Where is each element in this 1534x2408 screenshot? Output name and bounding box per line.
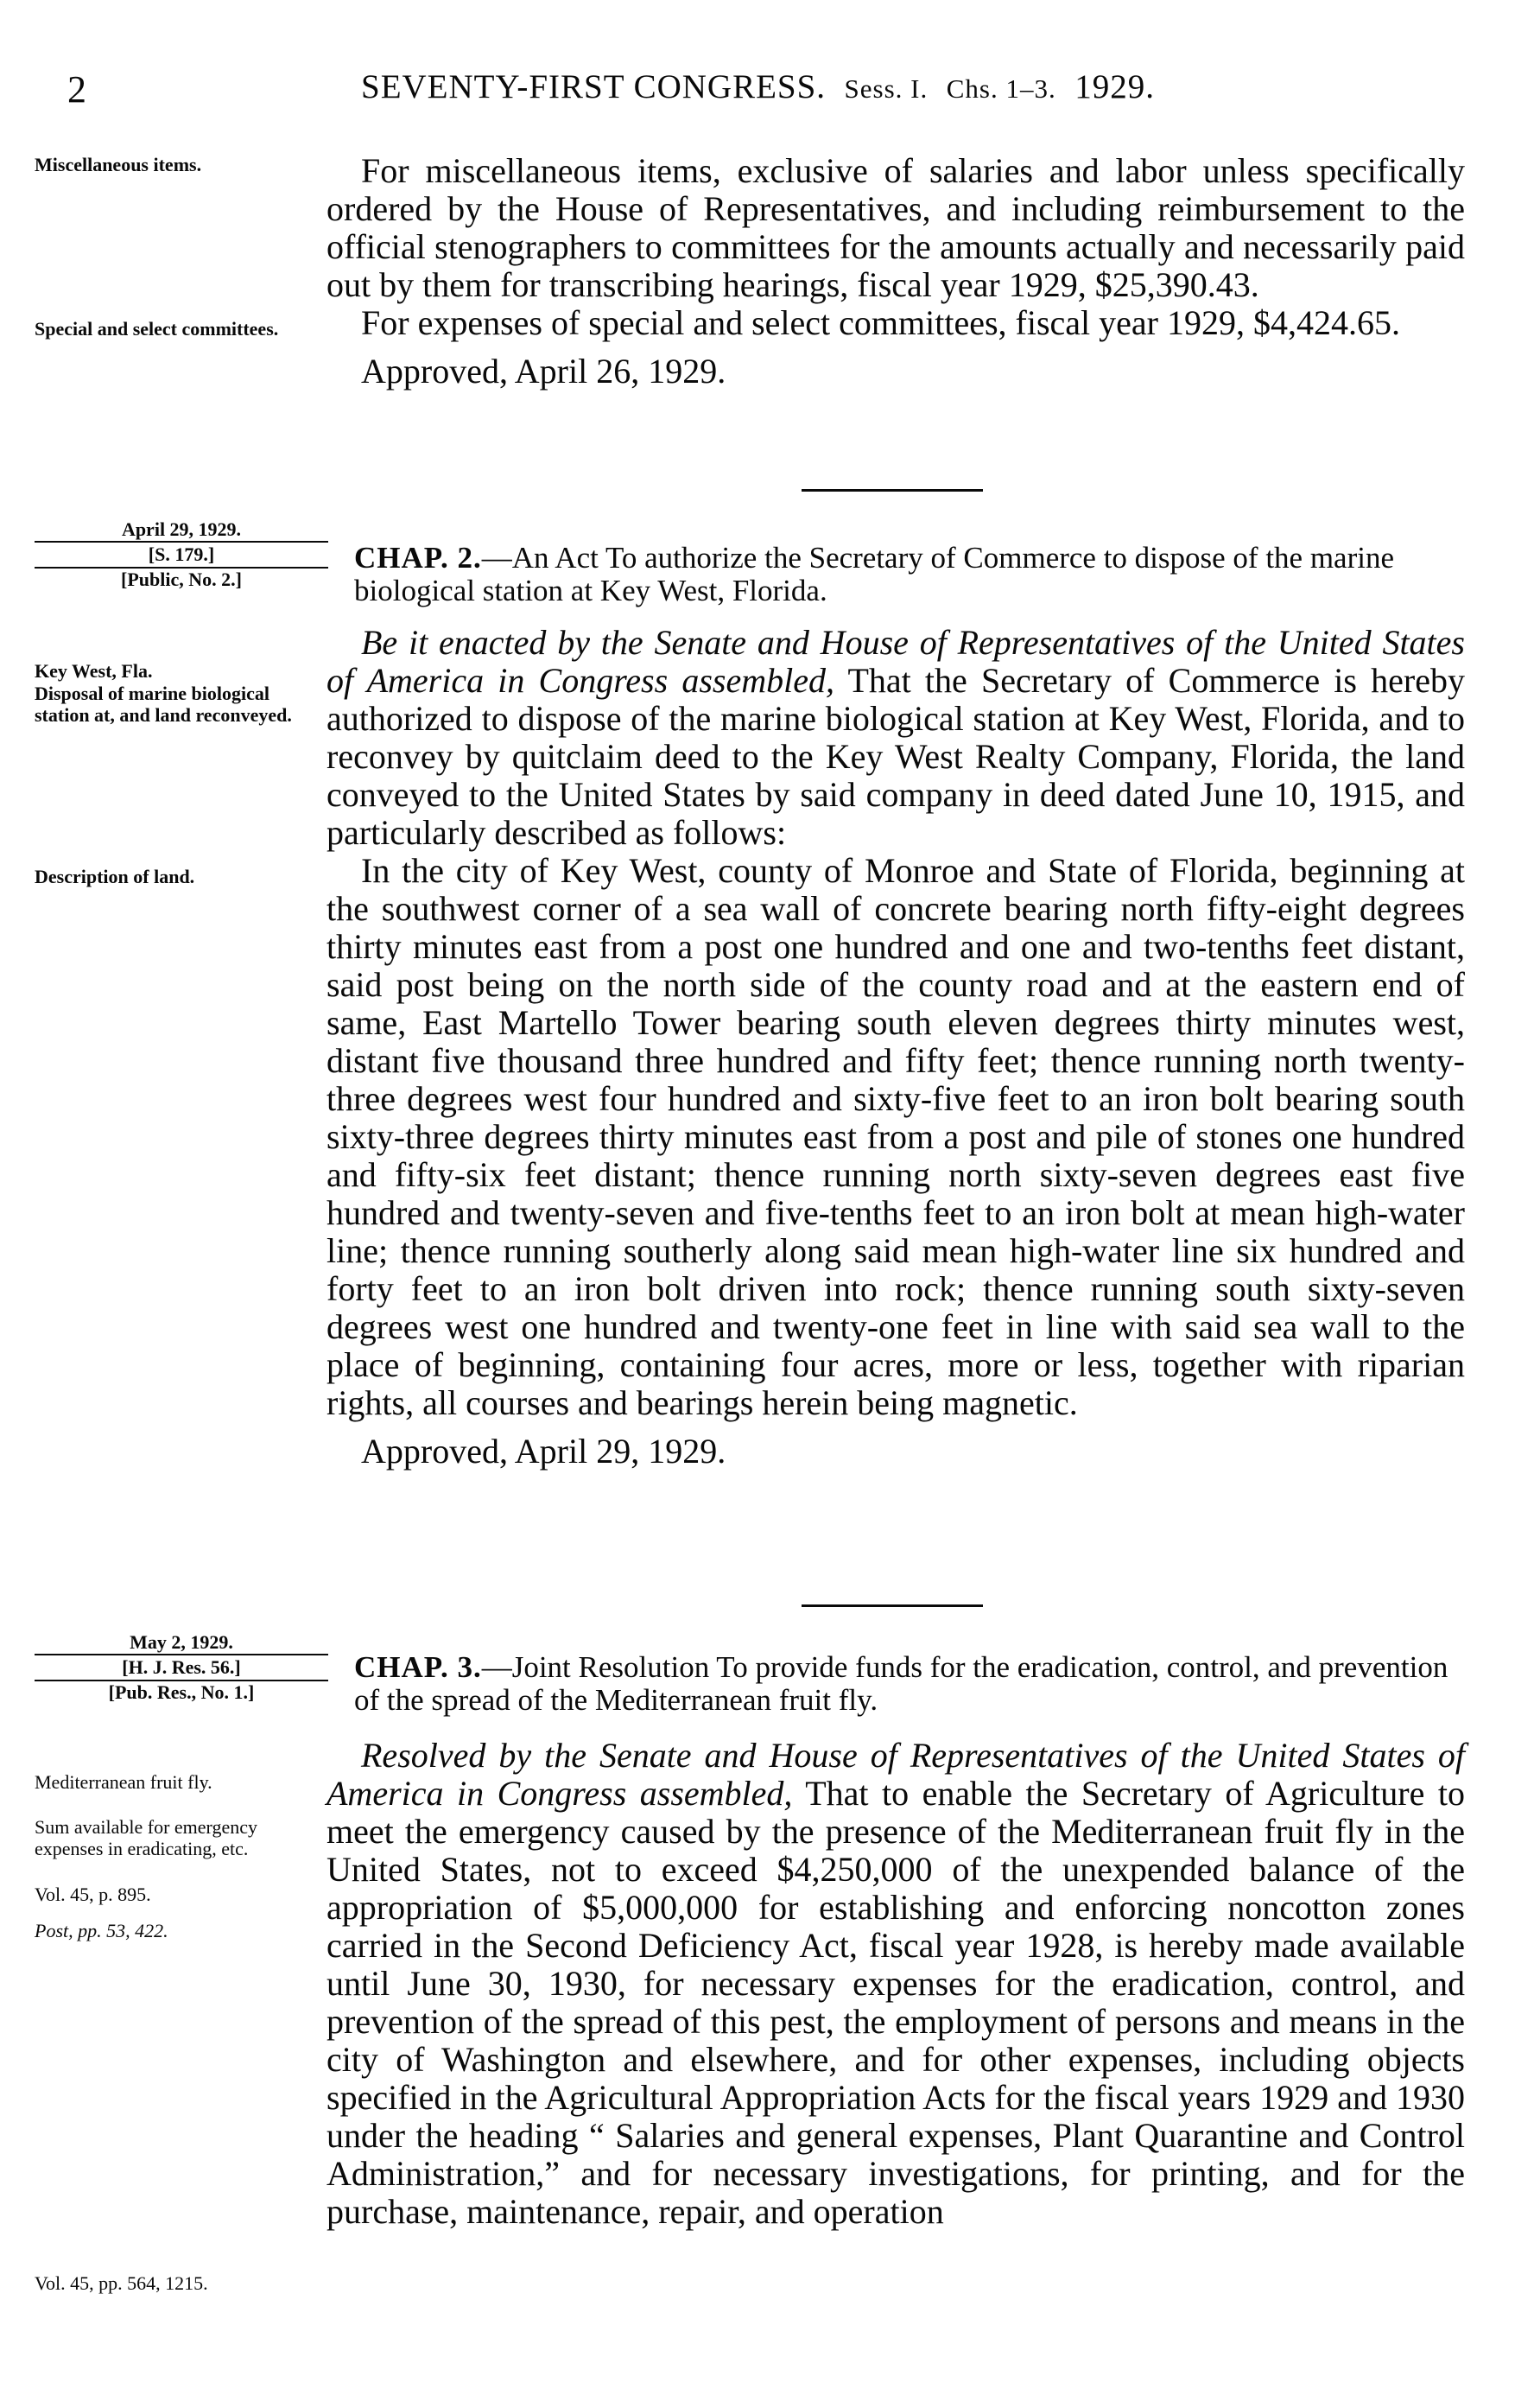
chap2-enacting-text: That the Secretary of Commerce is hereby authorized to dispose of the marine biological station at Key West, Florida, and to reconvey by quitclaim deed to the Key West Realty Company, Florida, the land conveyed to the United States by said company in deed dated June 10, 1915, and particularly described as follows: (326, 661, 1465, 852)
chap2-land-description: In the city of Key West, county of Monroe and State of Florida, beginning at the southwest corner of a sea wall of concrete bearing north fifty-eight degrees thirty minutes east from a post one hundred and one and two-tenths feet distant, said post being on the north side of the county road and at the eastern end of same, East Martello Tower bearing south eleven degrees thirty minutes west, distant five thousand three hundred and fifty feet; thence running north twenty-three degrees west four hundred and sixty-five feet to an iron bolt bearing south sixty-three degrees thirty minutes east from a post and pile of stones one hundred and fifty-six feet distant; thence running north sixty-seven degrees east five hundred and twenty-seven and five-tenths feet to an iron bolt at mean high-water line; thence running southerly along said mean high-water line six hundred and forty feet to an iron bolt driven into rock; thence running south sixty-seven degrees west one hundred and twenty-one feet in line with said sea wall to the place of beginning, containing four acres, more or less, together with riparian rights, all courses and bearings herein being magnetic. (326, 851, 1465, 1422)
approved-april-26: Approved, April 26, 1929. (361, 352, 726, 391)
chap3-citation-date: May 2, 1929. (130, 1631, 233, 1653)
section-rule-1 (802, 489, 983, 492)
chap3-label: CHAP. 3. (354, 1650, 482, 1684)
para-special-committees: For expenses of special and select committees, fiscal year 1929, $4,424.65. (361, 303, 1400, 342)
chap2-citation-bill: [S. 179.] (35, 541, 328, 569)
margin-note-special: Special and select committees. (35, 318, 279, 340)
running-head-chapters: Chs. 1–3. (946, 73, 1056, 104)
chap3-body (326, 1737, 1465, 2231)
margin-note-fruit-fly: Mediterranean fruit fly. (35, 1771, 212, 1793)
running-head (361, 67, 1155, 106)
margin-note-key-west: Key West, Fla. (35, 660, 153, 682)
chap3-resolving-clause (326, 1737, 1465, 2231)
chap2-enacting-clause (326, 624, 1465, 852)
margin-note-post: Post, pp. 53, 422. (35, 1920, 168, 1941)
chap3-citation-public: [Pub. Res., No. 1.] (108, 1681, 255, 1703)
margin-note-description: Description of land. (35, 866, 195, 887)
running-head-main: SEVENTY-FIRST CONGRESS. (361, 68, 827, 105)
chap3-resolving-text: That to enable the Secretary of Agriculture to meet the emergency caused by the presence of the Mediterranean fruit fly in the United States, not to exceed $4,250,000 of the unexpended balance of the appropriation of $5,000,000 for establishing and enforcing noncotton zones carried in the Second Deficiency Act, fiscal year 1928, is hereby made available until June 30, 1930, for necessary expenses for the eradication, control, and prevention of the spread of this pest, the employment of persons and means in the city of Washington and elsewhere, and for other expenses, including objects specified in the Agricultural Appropriation Acts for the fiscal years 1929 and 1930 under the heading “ Salaries and general expenses, Plant Quarantine and Control Administration,” and for necessary investigations, for printing, and for the purchase, maintenance, repair, and operation (326, 1774, 1465, 2231)
margin-note-sum-available: Sum available for emergency expenses in eradicating, etc. (35, 1816, 257, 1859)
chap3-title (354, 1651, 1468, 1717)
margin-note-vol45-p895: Vol. 45, p. 895. (35, 1884, 151, 1905)
section1-body (326, 152, 1465, 391)
margin-note-disposal: Disposal of marine biological station at, and land reconveyed. (35, 683, 292, 726)
margin-note-vol45-pp564: Vol. 45, pp. 564, 1215. (35, 2272, 208, 2294)
running-head-session: Sess. I. (844, 73, 929, 104)
section-rule-2 (802, 1604, 983, 1607)
chap3-citation (35, 1631, 328, 1704)
chap3-title-text: —Joint Resolution To provide funds for the eradication, control, and prevention of the spread of the Mediterranean fruit fly. (354, 1650, 1448, 1717)
margin-note-misc: Miscellaneous items. (35, 154, 202, 175)
running-head-year: 1929. (1074, 68, 1155, 105)
page-number: 2 (67, 68, 86, 111)
para-miscellaneous: For miscellaneous items, exclusive of salaries and labor unless specifically ordered by the House of Representatives, and including reimbursement to the official stenographers to committees for the amounts actually and necessarily paid out by them for transcribing hearings, fiscal year 1929, $25,390.43. (326, 151, 1465, 304)
chap2-citation (35, 518, 328, 591)
chap2-enacting-formula: Be it enacted by the Senate and House of Representatives of the United States of America in Congress assembled, (326, 623, 1465, 700)
chap2-label: CHAP. 2. (354, 541, 482, 575)
chap2-title (354, 542, 1468, 607)
chap2-title-text: —An Act To authorize the Secretary of Commerce to dispose of the marine biological station at Key West, Florida. (354, 541, 1395, 607)
chap2-body (326, 624, 1465, 1471)
chap3-resolving-formula: Resolved by the Senate and House of Representatives of the United States of America in Congress assembled, (326, 1736, 1465, 1813)
page-header (0, 67, 1534, 128)
approved-april-29: Approved, April 29, 1929. (361, 1432, 726, 1471)
chap3-citation-bill: [H. J. Res. 56.] (35, 1654, 328, 1681)
chap2-citation-public: [Public, No. 2.] (121, 569, 242, 590)
chap2-citation-date: April 29, 1929. (121, 518, 242, 540)
